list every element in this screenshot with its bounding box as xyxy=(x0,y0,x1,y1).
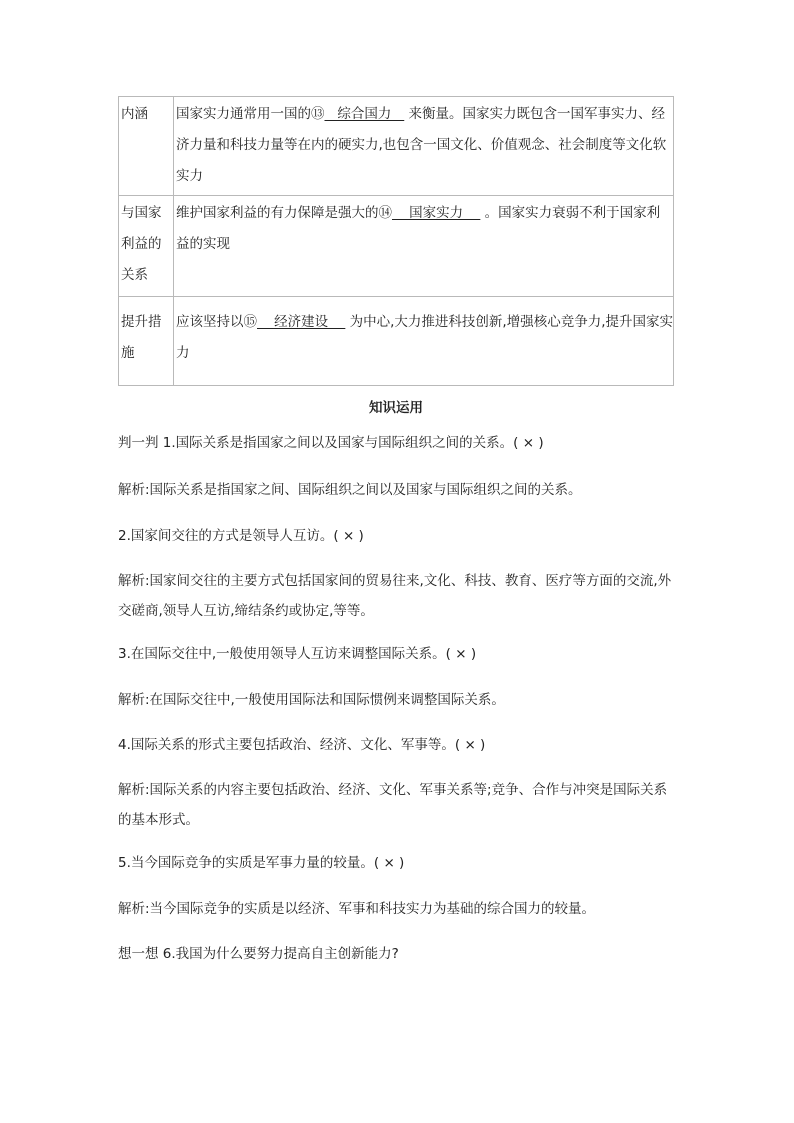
analysis-2: 解析:国家间交往的主要方式包括国家间的贸易往来,文化、科技、教育、医疗等方面的交流,外交磋商,领导人互访,缔结条约或协定,等等。 xyxy=(118,573,672,619)
fill-in-answer: 国家实力 xyxy=(392,205,481,221)
row-content xyxy=(174,297,674,386)
content-text: 来衡量。国家实力既包含一国军事实力、经济力量和科技力量等在内的硬实力,也包含一国文化、价值观念、社会制度等文化软实力 xyxy=(176,106,667,184)
question-5: 5.当今国际竞争的实质是军事力量的较量。( × ) xyxy=(118,855,405,871)
row-label: 内涵 xyxy=(119,97,174,196)
content-text: 国家实力通常用一国的⑬ xyxy=(176,106,325,122)
analysis-4: 解析:国际关系的内容主要包括政治、经济、文化、军事关系等;竞争、合作与冲突是国际关系的基本形式。 xyxy=(118,782,668,828)
document-page xyxy=(118,96,674,962)
table-row xyxy=(119,297,674,386)
content-text: 维护国家利益的有力保障是强大的⑭ xyxy=(176,205,392,221)
national-strength-table xyxy=(118,96,674,386)
question-1: 判一判 1.国际关系是指国家之间以及国家与国际组织之间的关系。( × ) xyxy=(118,435,544,451)
analysis-5: 解析:当今国际竞争的实质是以经济、军事和科技实力为基础的综合国力的较量。 xyxy=(118,901,596,917)
table-row xyxy=(119,97,674,196)
question-6: 想一想 6.我国为什么要努力提高自主创新能力? xyxy=(118,946,399,962)
analysis-3: 解析:在国际交往中,一般使用国际法和国际惯例来调整国际关系。 xyxy=(118,692,505,708)
row-content xyxy=(174,97,674,196)
section-title: 知识运用 xyxy=(369,400,423,416)
row-content xyxy=(174,196,674,297)
fill-in-answer: 综合国力 xyxy=(324,106,405,122)
analysis-1: 解析:国际关系是指国家之间、国际组织之间以及国家与国际组织之间的关系。 xyxy=(118,482,582,498)
question-3: 3.在国际交往中,一般使用领导人互访来调整国际关系。( × ) xyxy=(118,646,477,662)
content-text: 应该坚持以⑮ xyxy=(176,314,257,330)
row-label: 提升措施 xyxy=(119,297,174,386)
table-row xyxy=(119,196,674,297)
question-2: 2.国家间交往的方式是领导人互访。( × ) xyxy=(118,528,364,544)
question-4: 4.国际关系的形式主要包括政治、经济、文化、军事等。( × ) xyxy=(118,737,486,753)
content-text: 为中心,大力推进科技创新,增强核心竞争力,提升国家实力 xyxy=(176,314,674,361)
content-text: 。国家实力衰弱不利于国家利益的实现 xyxy=(176,205,661,252)
row-label: 与国家利益的关系 xyxy=(119,196,174,297)
fill-in-answer: 经济建设 xyxy=(257,314,346,330)
